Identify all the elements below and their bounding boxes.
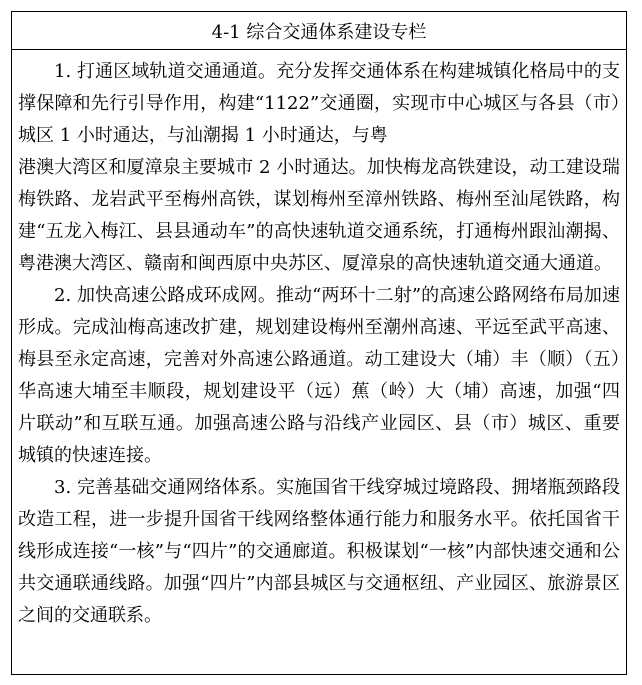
column-box	[11, 11, 627, 675]
paragraph-basic-network: 3. 完善基础交通网络体系。实施国省干线穿城过境路段、拥堵瓶颈路段改造工程，进一步提升国省干线网络整体通行能力和服务水平。依托国省干线形成连接“一核”与“四片”的交通廊道。积极谋划“一核”内部快速交通和公共交通联通线路。加强“四片”内部县城区与交通枢纽、产业园区、旅游景区之间的交通联系。	[18, 477, 620, 626]
paragraph-rail-continued: 港澳大湾区和厦漳泉主要城市 2 小时通达。加快梅龙高铁建设，动工建设瑞梅铁路、龙岩武平至梅州高铁，谋划梅州至漳州铁路、梅州至汕尾铁路，构建“五龙入梅江、县县通动车”的高快速轨道交通系统，打通梅州跟汕潮揭、粤港澳大湾区、赣南和闽西原中央苏区、厦漳泉的高快速轨道交通大通道。	[18, 157, 620, 274]
paragraph-highway: 2. 加快高速公路成环成网。推动“两环十二射”的高速公路网络布局加速形成。完成汕梅高速改扩建，规划建设梅州至潮州高速、平远至武平高速、梅县至永定高速，完善对外高速公路通道。动工建设大（埔）丰（顺）（五）华高速大埔至丰顺段，规划建设平（远）蕉（岭）大（埔）高速，加强“四片联动”和互联互通。加强高速公路与沿线产业园区、县（市）城区、重要城镇的快速连接。	[18, 285, 620, 466]
paragraph-rail: 1. 打通区域轨道交通通道。充分发挥交通体系在构建城镇化格局中的支撑保障和先行引导作用，构建“1122”交通圈，实现市中心城区与各县（市）城区 1 小时通达，与汕潮揭 1 小时通达，与粤	[18, 61, 620, 146]
column-title: 4-1 综合交通体系建设专栏	[12, 12, 626, 50]
column-content	[12, 50, 626, 632]
